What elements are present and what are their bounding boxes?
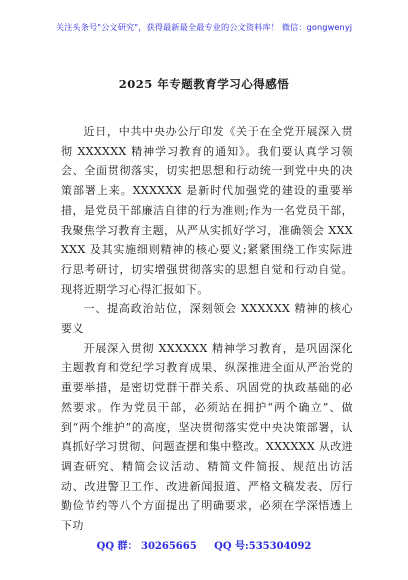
section-heading-1: 一、提高政治站位，深刻领会 XXXXXX 精神的核心要义	[61, 302, 353, 336]
paragraph-section-1: 开展深入贯彻 XXXXXX 精神学习教育，是巩固深化主题教育和党纪学习教育成果、纵深推进全面从严治党的重要举措，是密切党群干群关系、巩固党的执政基础的必然要求。作为党员干部，必须站在拥护“两个确立”、做到“两个维护”的高度，坚决贯彻落实党中央决策部署，认真抓好学习贯彻、问题查摆和集中整改。XXXXXX 从改进调查研究、精简会议活动、精简文件简报、规范出访活动、改进警卫工作、改进新闻报道、严格文稿发表、厉行勤俭节约等八个方面提出了明确要求，必须在学深悟透上下功	[61, 341, 353, 533]
header-note: 关注头条号"公文研究"，获得最新最全最专业的公文资料库！ 微信：gongwenyj	[55, 22, 353, 32]
paragraph-intro: 近日，中共中央办公厅印发《关于在全党开展深入贯彻 XXXXXX 精神学习教育的通知》。我们要认真学习领会、全面贯彻落实，切实把思想和行动统一到党中央的决策部署上来。XXXXXX 是新时代加强党的建设的重要举措，是党员干部廉洁自律的行为准则;作为一名党员干部，我聚焦学习教育主题，从严从实抓好学习，准确领会 XXXXXX 及其实施细则精神的核心要义;紧紧围绕工作实际进行思考研讨，切实增强贯彻落实的思想自觉和行动自觉。现将近期学习心得汇报如下。	[61, 125, 353, 296]
footer-qq-number: QQ 号:535304092	[214, 541, 312, 552]
document-title: 2025 年专题教育学习心得感悟	[118, 77, 290, 91]
footer-contact	[0, 537, 408, 552]
footer-qq-group: QQ 群： 30265665	[96, 541, 197, 552]
document-body	[61, 122, 353, 536]
